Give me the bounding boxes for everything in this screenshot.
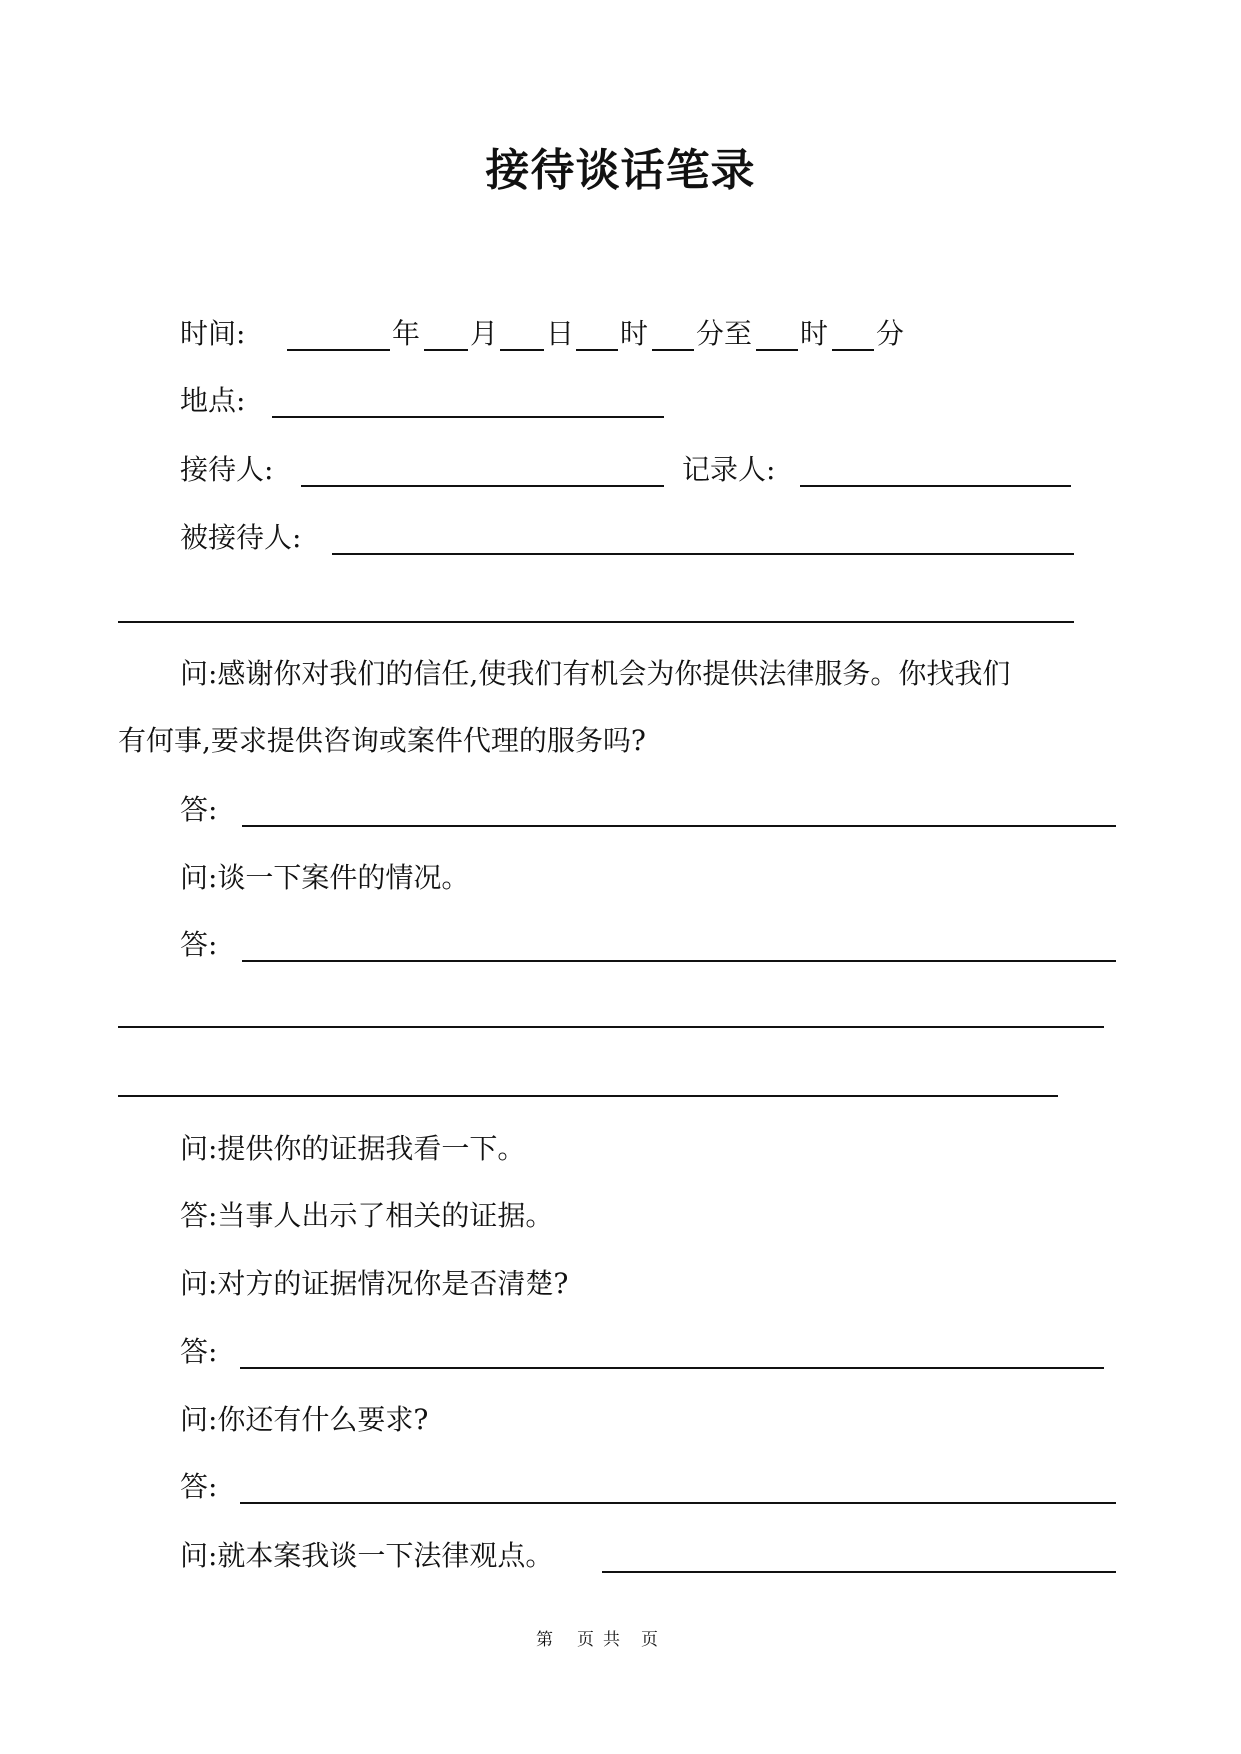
page-title: 接待谈话笔录: [485, 145, 756, 196]
answer-4-blank[interactable]: [240, 1367, 1104, 1369]
answer-2-blank-continued-1[interactable]: [118, 1026, 1104, 1028]
day-blank[interactable]: [500, 349, 544, 351]
time-unit-hour: 时: [620, 317, 649, 350]
question-4: 问:对方的证据情况你是否清楚?: [180, 1267, 569, 1300]
answer-2-blank-continued-2[interactable]: [118, 1095, 1058, 1097]
question-1-line-1: 问:感谢你对我们的信任,使我们有机会为你提供法律服务。你找我们: [180, 657, 1011, 690]
location-blank[interactable]: [272, 416, 664, 418]
month-blank[interactable]: [424, 349, 468, 351]
hour-end-blank[interactable]: [756, 349, 798, 351]
blank-line[interactable]: [118, 621, 1074, 623]
visitor-blank[interactable]: [332, 553, 1074, 555]
answer-5-label: 答:: [180, 1470, 218, 1503]
time-label: 时间:: [180, 317, 246, 350]
question-5: 问:你还有什么要求?: [180, 1403, 429, 1436]
minute-start-blank[interactable]: [652, 349, 694, 351]
minute-end-blank[interactable]: [832, 349, 874, 351]
question-2: 问:谈一下案件的情况。: [180, 861, 470, 894]
question-1-line-2: 有何事,要求提供咨询或案件代理的服务吗?: [118, 724, 646, 757]
footer-ye: 页: [577, 1630, 594, 1650]
question-6: 问:就本案我谈一下法律观点。: [180, 1539, 554, 1572]
footer-ye-total: 页: [641, 1630, 658, 1650]
answer-4-label: 答:: [180, 1335, 218, 1368]
location-label: 地点:: [180, 384, 246, 417]
footer-gong: 共: [603, 1630, 620, 1650]
answer-2-blank[interactable]: [242, 960, 1116, 962]
time-unit-year: 年: [392, 317, 421, 350]
receiver-label: 接待人:: [180, 453, 274, 486]
recorder-blank[interactable]: [800, 485, 1071, 487]
time-unit-minute-to: 分至: [696, 317, 753, 350]
answer-5-blank[interactable]: [240, 1502, 1116, 1504]
question-3: 问:提供你的证据我看一下。: [180, 1132, 526, 1165]
time-unit-minute-end: 分: [876, 317, 905, 350]
footer-di: 第: [536, 1630, 553, 1650]
answer-1-blank[interactable]: [242, 825, 1116, 827]
time-unit-month: 月: [470, 317, 499, 350]
recorder-label: 记录人:: [682, 453, 776, 486]
answer-2-label: 答:: [180, 928, 218, 961]
answer-3: 答:当事人出示了相关的证据。: [180, 1199, 554, 1232]
question-6-blank[interactable]: [602, 1571, 1116, 1573]
year-blank[interactable]: [287, 349, 390, 351]
time-unit-day: 日: [546, 317, 575, 350]
hour-start-blank[interactable]: [576, 349, 618, 351]
answer-1-label: 答:: [180, 793, 218, 826]
time-unit-hour-end: 时: [800, 317, 829, 350]
visitor-label: 被接待人:: [180, 521, 302, 554]
receiver-blank[interactable]: [301, 485, 664, 487]
